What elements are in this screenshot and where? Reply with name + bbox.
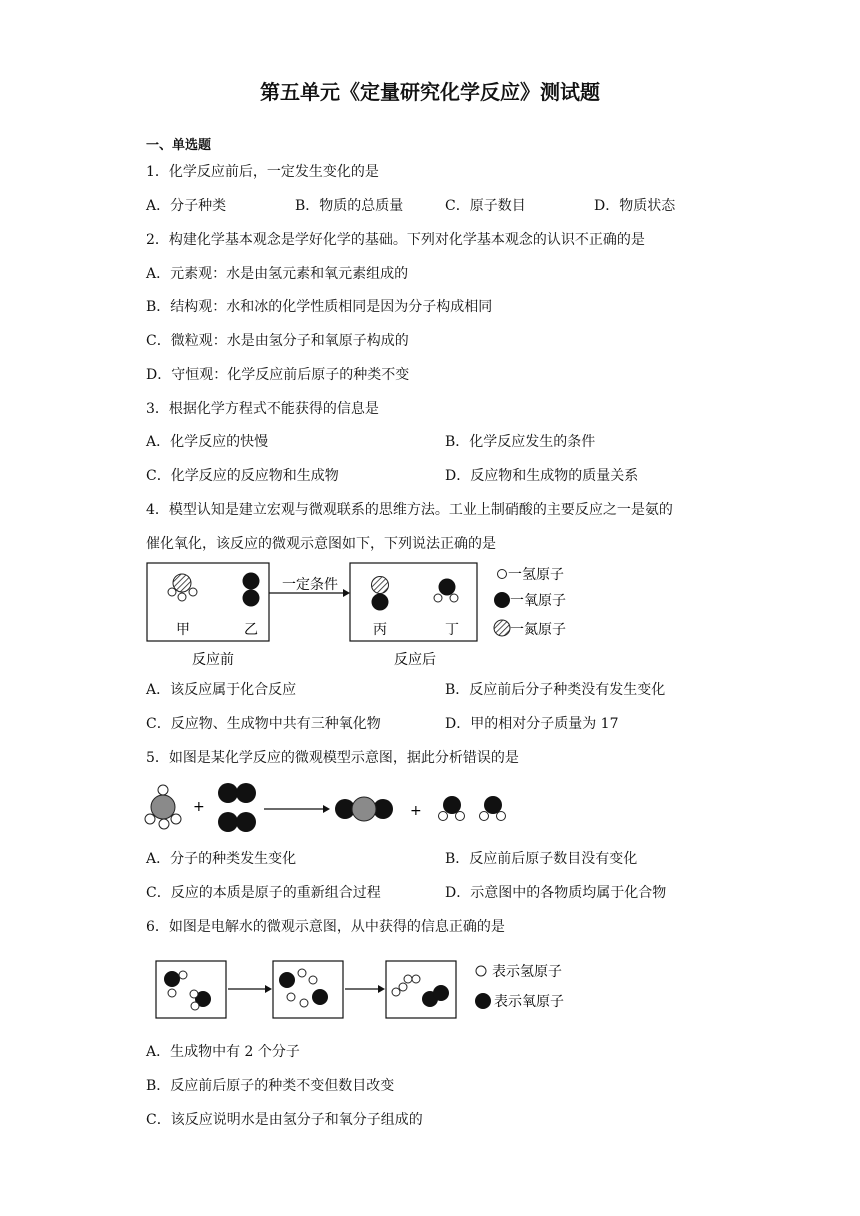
q6-stem: 6．如图是电解水的微观示意图，从中获得的信息正确的是 — [146, 919, 505, 935]
q6-option-c: C．该反应说明水是由氢分子和氧分子组成的 — [146, 1112, 423, 1128]
q4-stem-line1: 4．模型认知是建立宏观与微观联系的思维方法。工业上制硝酸的主要反应之一是氨的 — [146, 502, 673, 518]
oxygen-atom-icon — [494, 592, 510, 608]
hydrogen-and-oxygen-molecules — [392, 975, 449, 1007]
hydrogen-atom-icon — [498, 570, 507, 579]
q1-stem: 1．化学反应前后，一定发生变化的是 — [146, 164, 379, 180]
legend-hydrogen: 一氢原子 — [508, 567, 564, 583]
reaction-condition: 一定条件 — [282, 577, 338, 593]
q2-option-c: C．微粒观：水是由氢分子和氧原子构成的 — [146, 333, 409, 349]
q2-option-d: D．守恒观：化学反应前后原子的种类不变 — [146, 367, 410, 383]
q2-option-b: B．结构观：水和冰的化学性质相同是因为分子构成相同 — [146, 299, 493, 315]
label-before: 反应前 — [192, 652, 234, 668]
reactant-2-molecules — [218, 783, 256, 832]
q1-option-d: D．物质状态 — [594, 198, 676, 214]
separated-atoms — [279, 969, 328, 1007]
label-after: 反应后 — [394, 652, 436, 668]
q4-reaction-diagram — [140, 558, 590, 670]
q6-electrolysis-diagram — [150, 955, 590, 1030]
plus-sign-2: + — [410, 803, 422, 819]
q1-option-b: B．物质的总质量 — [295, 198, 404, 214]
oxygen-atom-icon — [475, 993, 491, 1009]
legend-hydrogen: 表示氢原子 — [492, 964, 562, 980]
q2-stem: 2．构建化学基本观念是学好化学的基础。下列对化学基本观念的认识不正确的是 — [146, 232, 645, 248]
q5-option-b: B．反应前后原子数目没有变化 — [445, 851, 638, 867]
label-bing: 丙 — [373, 622, 387, 638]
q3-option-a: A．化学反应的快慢 — [146, 434, 269, 450]
legend-nitrogen: 一氮原子 — [510, 622, 566, 638]
label-ding: 丁 — [445, 622, 459, 638]
q3-option-c: C．化学反应的反应物和生成物 — [146, 468, 339, 484]
page-title: 第五单元《定量研究化学反应》测试题 — [260, 80, 600, 104]
q5-reaction-diagram — [140, 778, 520, 838]
product-1-molecule — [335, 797, 393, 821]
label-jia: 甲 — [176, 622, 190, 638]
stage-1-box — [156, 961, 226, 1018]
oxygen-molecule — [243, 573, 260, 607]
label-yi: 乙 — [244, 622, 258, 638]
plus-sign-1: + — [193, 799, 205, 815]
water-molecules — [164, 971, 211, 1010]
q3-option-d: D．反应物和生成物的质量关系 — [445, 468, 639, 484]
q4-option-d: D．甲的相对分子质量为 17 — [445, 716, 619, 732]
product-2-molecules — [439, 796, 506, 821]
nitrogen-atom-icon — [494, 620, 510, 636]
section-heading: 一、单选题 — [146, 138, 212, 153]
q2-option-a: A．元素观：水是由氢元素和氧元素组成的 — [146, 266, 409, 282]
q1-option-c: C．原子数目 — [445, 198, 526, 214]
legend-oxygen: 表示氧原子 — [494, 994, 564, 1010]
q5-stem: 5．如图是某化学反应的微观模型示意图，据此分析错误的是 — [146, 750, 519, 766]
ammonia-molecule — [168, 574, 197, 601]
stage-2-box — [273, 961, 343, 1018]
hydrogen-atom-icon — [476, 966, 486, 976]
q6-option-b: B．反应前后原子的种类不变但数目改变 — [146, 1078, 395, 1094]
q5-option-a: A．分子的种类发生变化 — [146, 851, 297, 867]
water-molecule — [434, 579, 458, 603]
q4-stem-line2: 催化氧化，该反应的微观示意图如下，下列说法正确的是 — [146, 536, 496, 552]
q5-option-c: C．反应的本质是原子的重新组合过程 — [146, 885, 381, 901]
q4-option-c: C．反应物、生成物中共有三种氧化物 — [146, 716, 381, 732]
q3-option-b: B．化学反应发生的条件 — [445, 434, 596, 450]
q5-option-d: D．示意图中的各物质均属于化合物 — [445, 885, 667, 901]
q4-option-a: A．该反应属于化合反应 — [146, 682, 297, 698]
legend-oxygen: 一氧原子 — [510, 593, 566, 609]
no-molecule — [372, 577, 389, 611]
q4-option-b: B．反应前后分子种类没有发生变化 — [445, 682, 666, 698]
reactant-1-molecule — [145, 785, 181, 829]
q6-option-a: A．生成物中有 2 个分子 — [146, 1044, 300, 1060]
q1-option-a: A．分子种类 — [146, 198, 227, 214]
q3-stem: 3．根据化学方程式不能获得的信息是 — [146, 401, 379, 417]
